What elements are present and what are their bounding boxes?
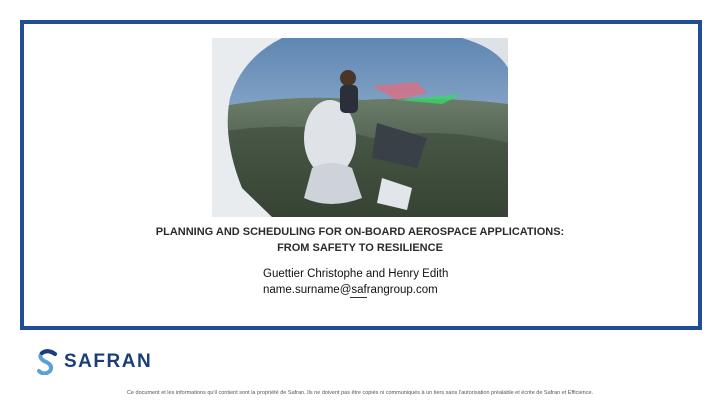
safran-s-icon [36,349,60,375]
logo-text: SAFRAN [64,351,153,372]
hero-image [212,38,508,217]
author-block [263,266,448,298]
cockpit-illustration [212,38,508,217]
title-line-1: PLANNING AND SCHEDULING FOR ON-BOARD AEROSPACE APPLICATIONS: [155,226,565,238]
presentation-title [0,224,720,256]
email: name.surname@safrangroup.com [263,284,438,296]
authors: Guettier Christophe and Henry Edith [263,268,449,280]
title-line-2: FROM SAFETY TO RESILIENCE [277,242,443,254]
email-underline [350,297,367,298]
safran-logo [36,349,152,375]
footer-disclaimer: Ce document et les informations qu'il contient sont la propriété de Safran. Ils ne doivent pas être copiés ni communiqués à un tiers sans l'autorisation préalable et écrite de Safran et Efficience. [126,390,594,396]
